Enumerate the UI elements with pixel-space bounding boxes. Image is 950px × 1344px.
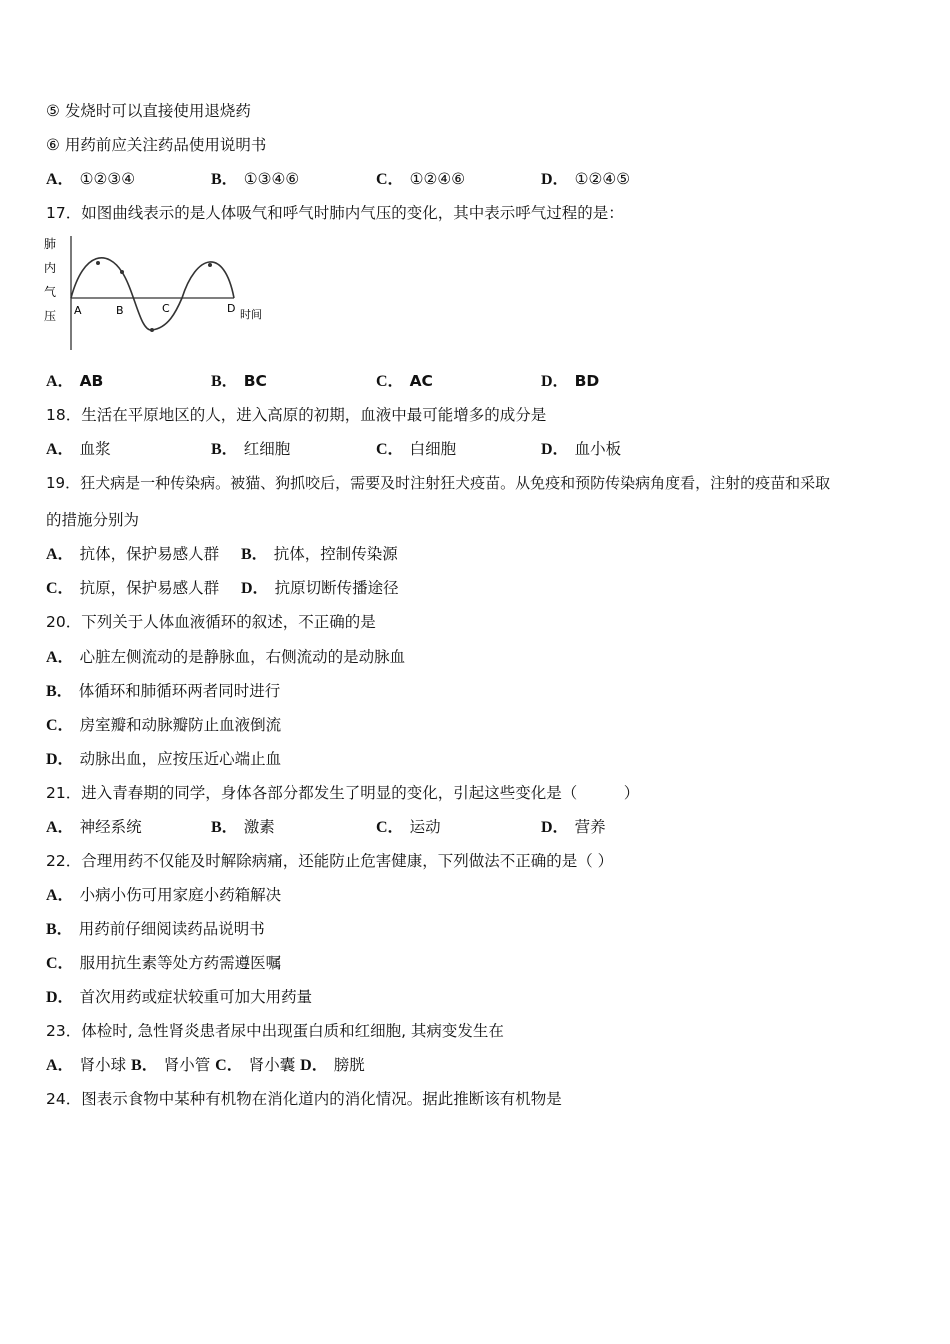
curve-dot (96, 261, 100, 265)
q20-stem: 20．下列关于人体血液循环的叙述，不正确的是 (46, 613, 376, 631)
q23-option-b-label: B． (131, 1057, 158, 1074)
q23-option-c-text: 肾小囊 (248, 1056, 296, 1074)
q19-stem-line1: 19．狂犬病是一种传染病。被猫、狗抓咬后，需要及时注射狂犬疫苗。从免疫和预防传染病角度看，注射的疫苗和采取 (46, 474, 831, 492)
q21-option-a: A． 神经系统 (46, 818, 142, 836)
q20-option-b: B． 体循环和肺循环两者同时进行 (46, 682, 281, 700)
q20-option-d: D． 动脉出血，应按压近心端止血 (46, 750, 282, 768)
curve-dot (120, 270, 124, 274)
point-label-c: C (162, 302, 170, 315)
q17-stem: 17．如图曲线表示的是人体吸气和呼气时肺内气压的变化，其中表示呼气过程的是： (46, 204, 624, 222)
q18-option-c: C． 白细胞 (376, 440, 457, 458)
q22-option-c: C． 服用抗生素等处方药需遵医嘱 (46, 954, 282, 972)
prev-option-a: A． ①②③④ (46, 170, 136, 188)
q21-option-d: D． 营养 (541, 818, 606, 836)
q22-option-d: D． 首次用药或症状较重可加大用药量 (46, 988, 313, 1006)
q17-option-a: A． AB (46, 372, 104, 390)
q21-stem: 21．进入青春期的同学，身体各部分都发生了明显的变化，引起这些变化是（ ） (46, 784, 640, 802)
ylabel-char-2: 内 (44, 261, 57, 275)
q23-options (46, 1055, 365, 1076)
q18-option-b: B． 红细胞 (211, 440, 291, 458)
curve-dot (208, 263, 212, 267)
q23-stem: 23．体检时, 急性肾炎患者尿中出现蛋白质和红细胞, 其病变发生在 (46, 1022, 504, 1040)
prev-option-c: C． ①②④⑥ (376, 170, 466, 188)
item-6: ⑥ 用药前应关注药品使用说明书 (46, 136, 267, 154)
q19-option-c: C． 抗原，保护易感人群 (46, 579, 220, 597)
q23-option-c-label: C． (215, 1057, 243, 1074)
item-5: ⑤ 发烧时可以直接使用退烧药 (46, 102, 251, 120)
lung-pressure-graph (40, 232, 280, 356)
point-label-b: B (116, 304, 124, 317)
q17-option-c: C． AC (376, 372, 433, 390)
point-label-a: A (74, 304, 82, 317)
q23-option-a-label: A． (46, 1057, 74, 1074)
pressure-curve (71, 258, 234, 330)
q22-option-a: A． 小病小伤可用家庭小药箱解决 (46, 886, 282, 904)
ylabel-char-1: 肺 (44, 237, 57, 251)
q17-option-d: D． BD (541, 372, 600, 390)
ylabel-char-3: 气 (44, 285, 57, 299)
q20-option-c: C． 房室瓣和动脉瓣防止血液倒流 (46, 716, 282, 734)
q24-stem: 24．图表示食物中某种有机物在消化道内的消化情况。据此推断该有机物是 (46, 1090, 562, 1108)
q23-option-b-text: 肾小管 (163, 1056, 211, 1074)
q18-stem: 18．生活在平原地区的人，进入高原的初期，血液中最可能增多的成分是 (46, 406, 547, 424)
ylabel-char-4: 压 (44, 309, 57, 323)
prev-option-b: B． ①③④⑥ (211, 170, 300, 188)
q23-option-d-label: D． (300, 1057, 328, 1074)
x-axis-label: 时间 (240, 308, 262, 321)
q17-option-b: B． BC (211, 372, 267, 390)
q18-option-d: D． 血小板 (541, 440, 622, 458)
curve-dot (150, 328, 154, 332)
q18-option-a: A． 血浆 (46, 440, 111, 458)
q21-option-b: B． 激素 (211, 818, 275, 836)
q19-option-d: D． 抗原切断传播途径 (241, 579, 399, 597)
q22-option-b: B． 用药前仔细阅读药品说明书 (46, 920, 265, 938)
q20-option-a: A． 心脏左侧流动的是静脉血，右侧流动的是动脉血 (46, 648, 406, 666)
point-label-d: D (227, 302, 236, 315)
q19-option-a: A． 抗体，保护易感人群 (46, 545, 220, 563)
q21-option-c: C． 运动 (376, 818, 441, 836)
prev-option-d: D． ①②④⑤ (541, 170, 631, 188)
q23-option-a-text: 肾小球 (79, 1056, 127, 1074)
q23-option-d-text: 膀胱 (333, 1056, 365, 1074)
q19-option-b: B． 抗体，控制传染源 (241, 545, 398, 563)
q19-stem-line2: 的措施分别为 (46, 511, 140, 529)
q22-stem: 22．合理用药不仅能及时解除病痛，还能防止危害健康，下列做法不正确的是（ ） (46, 852, 614, 870)
